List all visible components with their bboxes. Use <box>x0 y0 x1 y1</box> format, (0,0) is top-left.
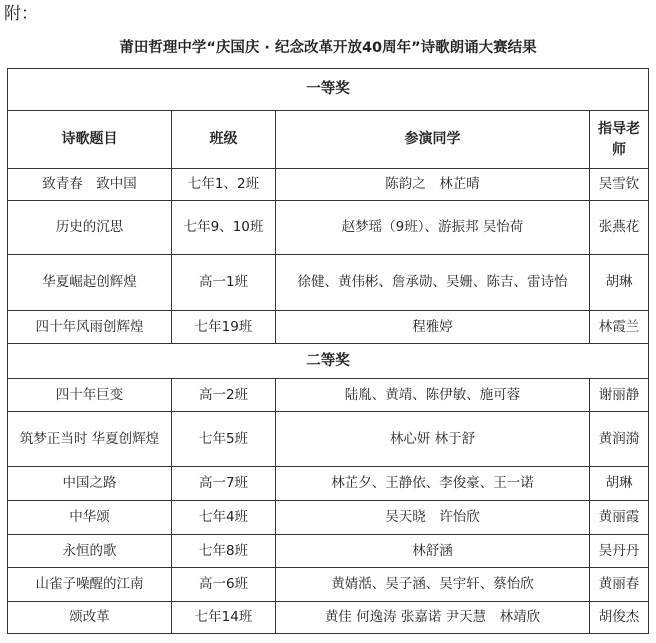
teacher-cell: 吴丹丹 <box>590 535 649 568</box>
class-cell: 七年8班 <box>172 535 276 568</box>
performers-cell: 林芷夕、王静依、李俊豪、王一诺 <box>276 467 590 501</box>
class-cell: 高一2班 <box>172 379 276 412</box>
header-class: 班级 <box>172 111 276 169</box>
performers-cell: 吴天晓 许怡欣 <box>276 501 590 535</box>
attachment-label: 附： <box>4 4 38 24</box>
table-row <box>8 535 649 568</box>
results-table <box>7 68 649 634</box>
table-row <box>8 379 649 412</box>
second-prize-heading: 二等奖 <box>8 344 649 379</box>
performers-cell: 程雅婷 <box>276 311 590 344</box>
poem-title-cell: 四十年风雨创辉煌 <box>8 311 172 344</box>
poem-title-cell: 致青春 致中国 <box>8 169 172 201</box>
table-row <box>8 602 649 634</box>
table-row <box>8 255 649 311</box>
header-teacher: 指导老师 <box>590 111 649 169</box>
poem-title-cell: 永恒的歌 <box>8 535 172 568</box>
class-cell: 七年9、10班 <box>172 201 276 255</box>
table-row <box>8 501 649 535</box>
performers-cell: 黄婧湉、吴子涵、吴宇轩、蔡怡欣 <box>276 568 590 602</box>
poem-title-cell: 四十年巨变 <box>8 379 172 412</box>
performers-cell: 林舒涵 <box>276 535 590 568</box>
teacher-cell: 黄丽春 <box>590 568 649 602</box>
poem-title-cell: 中华颂 <box>8 501 172 535</box>
teacher-cell: 黄丽霞 <box>590 501 649 535</box>
poem-title-cell: 华夏崛起创辉煌 <box>8 255 172 311</box>
poem-title-cell: 筑梦正当时 华夏创辉煌 <box>8 412 172 467</box>
header-performers: 参演同学 <box>276 111 590 169</box>
poem-title-cell: 中国之路 <box>8 467 172 501</box>
teacher-cell: 胡俊杰 <box>590 602 649 634</box>
teacher-cell: 黄润漪 <box>590 412 649 467</box>
document-title: 莆田哲理中学“庆国庆 · 纪念改革开放40周年”诗歌朗诵大赛结果 <box>119 40 537 56</box>
table-row <box>8 412 649 467</box>
first-prize-section-row <box>8 69 649 111</box>
teacher-cell: 吴雪钦 <box>590 169 649 201</box>
class-cell: 七年1、2班 <box>172 169 276 201</box>
first-prize-heading: 一等奖 <box>8 69 649 111</box>
performers-cell: 赵梦瑶（9班）、游振邦 吴怡荷 <box>276 201 590 255</box>
header-row <box>8 111 649 169</box>
teacher-cell: 林霞兰 <box>590 311 649 344</box>
poem-title-cell: 山雀子噪醒的江南 <box>8 568 172 602</box>
performers-cell: 徐健、黄伟彬、詹承勋、吴姗、陈吉、雷诗怡 <box>276 255 590 311</box>
teacher-cell: 谢丽静 <box>590 379 649 412</box>
teacher-cell: 胡琳 <box>590 255 649 311</box>
class-cell: 七年5班 <box>172 412 276 467</box>
table-row <box>8 169 649 201</box>
table-row <box>8 568 649 602</box>
performers-cell: 陈韵之 林芷晴 <box>276 169 590 201</box>
class-cell: 七年19班 <box>172 311 276 344</box>
header-poem-title: 诗歌题目 <box>8 111 172 169</box>
second-prize-section-row <box>8 344 649 379</box>
poem-title-cell: 颂改革 <box>8 602 172 634</box>
performers-cell: 林心妍 林于舒 <box>276 412 590 467</box>
teacher-cell: 胡琳 <box>590 467 649 501</box>
poem-title-cell: 历史的沉思 <box>8 201 172 255</box>
class-cell: 七年4班 <box>172 501 276 535</box>
table-row <box>8 201 649 255</box>
class-cell: 七年14班 <box>172 602 276 634</box>
performers-cell: 陆胤、黄靖、陈伊敏、施可蓉 <box>276 379 590 412</box>
table-row <box>8 311 649 344</box>
teacher-cell: 张燕花 <box>590 201 649 255</box>
class-cell: 高一7班 <box>172 467 276 501</box>
performers-cell: 黄佳 何逸涛 张嘉诺 尹天慧 林靖欣 <box>276 602 590 634</box>
table-row <box>8 467 649 501</box>
class-cell: 高一6班 <box>172 568 276 602</box>
class-cell: 高一1班 <box>172 255 276 311</box>
